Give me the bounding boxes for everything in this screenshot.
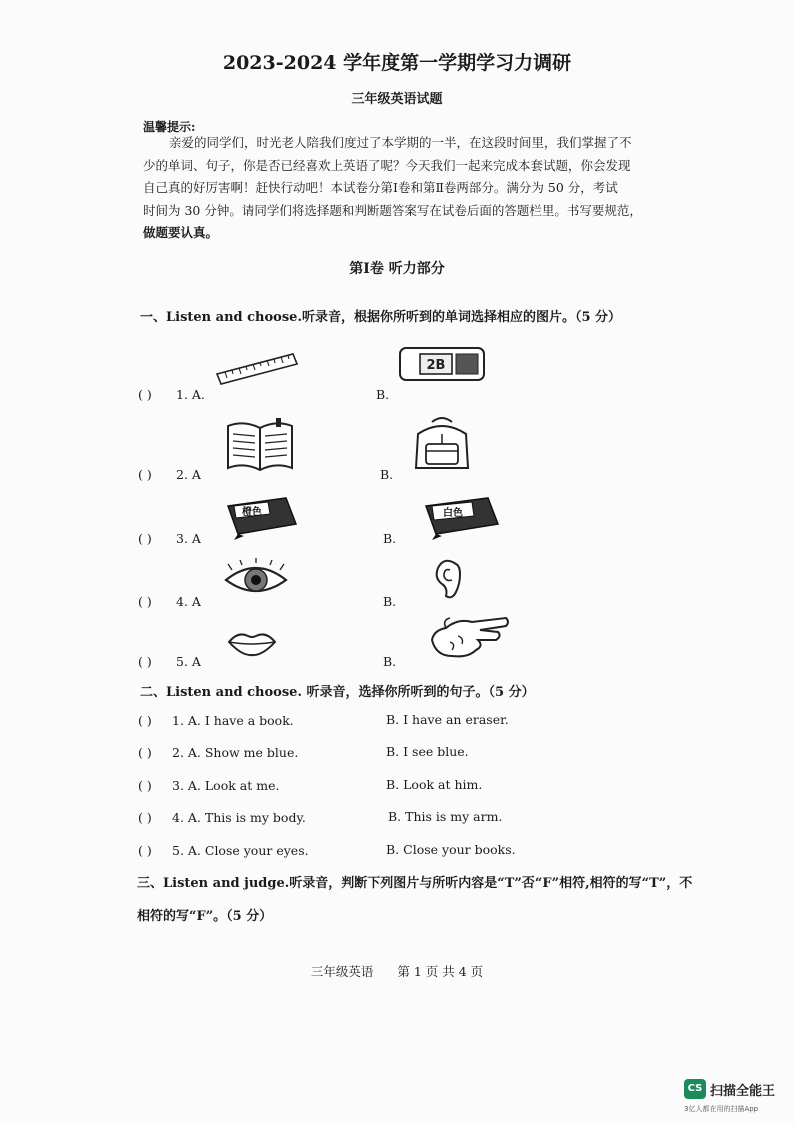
question-paren[interactable]: ( )	[138, 654, 152, 669]
question-paren[interactable]: ( )	[138, 531, 152, 546]
option-b-text: B. Close your books.	[386, 842, 516, 857]
intro-paragraph	[143, 132, 663, 245]
footer-subject: 三年级英语	[310, 964, 374, 979]
question-paren[interactable]: ( )	[138, 778, 152, 793]
option-b-label: B.	[383, 654, 397, 669]
option-b-text: B. I see blue.	[386, 744, 469, 759]
crayon-label: 白色	[443, 508, 463, 519]
footer-page-number: 第 1 页 共 4 页	[397, 964, 484, 979]
section2-heading: 二、Listen and choose. 听录音，选择你所听到的句子。（5 分）	[140, 685, 535, 700]
intro-line: 少的单词、句子，你是否已经喜欢上英语了呢？今天我们一起来完成本套试题，你会发现	[143, 157, 631, 173]
intro-line: 做题要认真。	[143, 225, 219, 240]
intro-line: 自己真的好厉害啊！赶快行动吧！本试卷分第Ⅰ卷和第Ⅱ卷两部分。满分为 50 分，考试	[143, 180, 618, 195]
question-paren[interactable]: ( )	[138, 467, 152, 482]
option-a-text: 4. A. This is my body.	[172, 810, 306, 825]
option-b-label: B.	[383, 594, 397, 609]
option-b-label: B.	[383, 531, 397, 546]
option-a-text: 1. A. I have a book.	[172, 713, 294, 728]
camscanner-name: 扫描全能王	[710, 1084, 776, 1099]
mouth-icon	[226, 628, 278, 658]
eraser-icon	[396, 344, 488, 384]
option-a-label: 4. A	[176, 594, 201, 609]
option-a-text: 5. A. Close your eyes.	[172, 843, 309, 858]
question-paren[interactable]: ( )	[138, 843, 152, 858]
intro-line: 亲爱的同学们，时光老人陪我们度过了本学期的一半，在这段时间里，我们掌握了不	[169, 135, 632, 150]
option-a-label: 1. A.	[176, 387, 205, 402]
intro-heading: 温馨提示:	[143, 120, 196, 134]
hand-icon	[428, 614, 512, 662]
crayon-label: 橙色	[242, 507, 262, 518]
page-subtitle: 三年级英语试题	[351, 92, 443, 107]
option-a-label: 5. A	[176, 654, 201, 669]
section3-heading-cont: 相符的写“F”。（5 分）	[137, 909, 273, 924]
schoolbag-icon	[410, 414, 474, 474]
section1-heading: 一、Listen and choose.听录音，根据你所听到的单词选择相应的图片。（5 分）	[140, 310, 622, 325]
option-a-text: 3. A. Look at me.	[172, 778, 280, 793]
question-paren[interactable]: ( )	[138, 745, 152, 760]
part-title: 第Ⅰ卷 听力部分	[349, 261, 445, 277]
eye-icon	[222, 560, 290, 600]
crayon-white-icon	[422, 496, 506, 542]
option-a-label: 3. A	[176, 531, 201, 546]
section3-heading: 三、Listen and judge.听录音，判断下列图片与所听内容是“T”否“F”相符,相符的写“T”，不	[137, 876, 693, 891]
page-title: 2023-2024 学年度第一学期学习力调研	[222, 52, 572, 74]
eraser-label: 2B	[426, 358, 446, 373]
page-footer	[0, 962, 794, 980]
camscanner-tagline: 3亿人都在用的扫描App	[684, 1105, 759, 1113]
option-b-text: B. I have an eraser.	[386, 712, 509, 727]
question-paren[interactable]: ( )	[138, 713, 152, 728]
question-paren[interactable]: ( )	[138, 594, 152, 609]
ruler-icon	[215, 350, 299, 386]
crayon-orange-icon	[224, 496, 304, 542]
option-b-text: B. This is my arm.	[388, 809, 503, 824]
option-b-label: B.	[380, 467, 394, 482]
option-a-label: 2. A	[176, 467, 201, 482]
question-paren[interactable]: ( )	[138, 810, 152, 825]
question-paren[interactable]: ( )	[138, 387, 152, 402]
book-icon	[224, 418, 296, 474]
camscanner-logo-icon: CS	[684, 1079, 706, 1099]
option-a-text: 2. A. Show me blue.	[172, 745, 299, 760]
intro-line: 时间为 30 分钟。请同学们将选择题和判断题答案写在试卷后面的答题栏里。书写要规范，	[143, 202, 642, 218]
option-b-label: B.	[376, 387, 390, 402]
option-b-text: B. Look at him.	[386, 777, 483, 792]
ear-icon	[430, 556, 466, 600]
